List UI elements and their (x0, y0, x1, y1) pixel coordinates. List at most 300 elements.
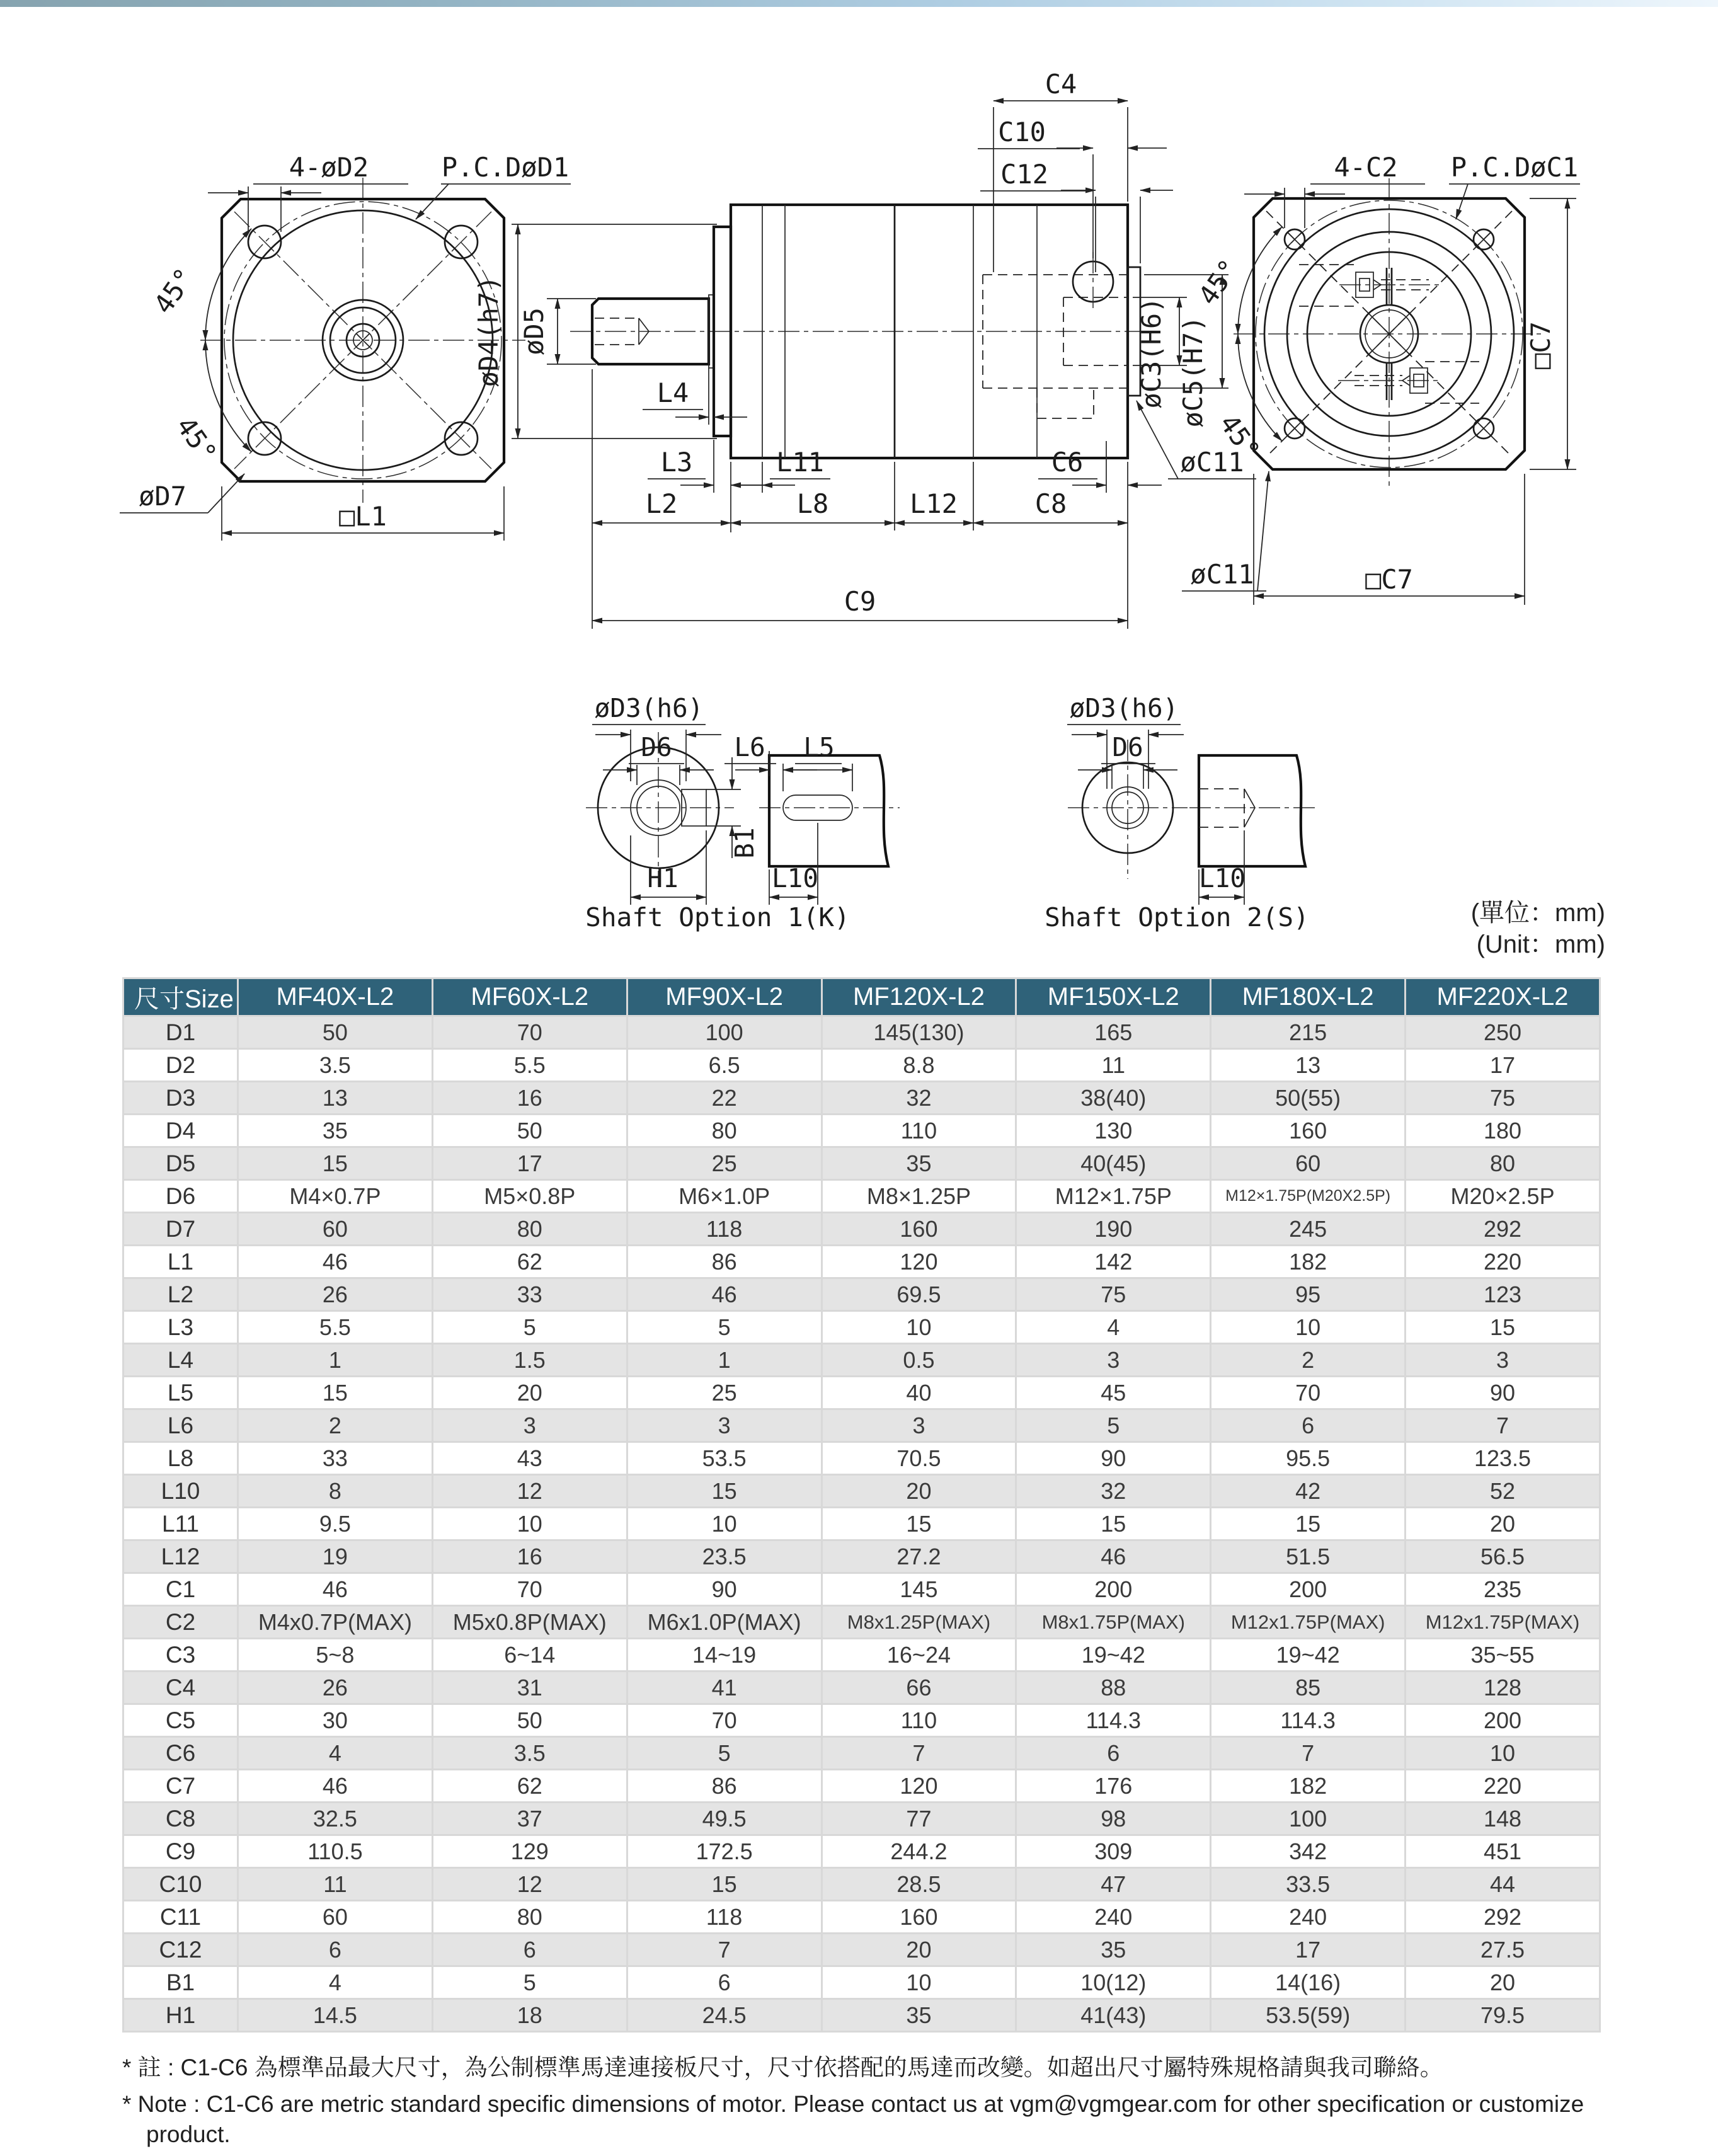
dim-value-cell: 244.2 (823, 1836, 1016, 1867)
side-l2-label: L2 (645, 488, 678, 519)
dim-value-cell: M12×1.75P(M20X2.5P) (1211, 1181, 1404, 1212)
dim-value-cell: 98 (1017, 1803, 1210, 1834)
dim-value-cell: 160 (823, 1901, 1016, 1932)
dim-value-cell: 51.5 (1211, 1541, 1404, 1572)
table-row (124, 1705, 1599, 1736)
dim-value-cell: 90 (628, 1574, 821, 1605)
table-row (124, 1508, 1599, 1539)
dim-value-cell: 88 (1017, 1672, 1210, 1703)
dim-label-cell: L8 (124, 1443, 237, 1474)
dim-value-cell: 129 (433, 1836, 626, 1867)
dim-value-cell: 14.5 (239, 2000, 432, 2031)
dim-value-cell: M20×2.5P (1406, 1181, 1599, 1212)
dim-value-cell: 12 (433, 1476, 626, 1506)
dim-value-cell: M5x0.8P(MAX) (433, 1607, 626, 1637)
dim-value-cell: 17 (433, 1148, 626, 1179)
dim-value-cell: 14~19 (628, 1639, 821, 1670)
dim-label-cell: C1 (124, 1574, 237, 1605)
side-c3-label: øC3(H6) (1136, 297, 1167, 409)
dim-value-cell: 10 (823, 1967, 1016, 1998)
dim-value-cell: 95 (1211, 1279, 1404, 1310)
dim-value-cell: 110 (823, 1705, 1016, 1736)
dim-value-cell: 10 (433, 1508, 626, 1539)
dim-value-cell: 50 (433, 1705, 626, 1736)
model-column-header: MF220X-L2 (1406, 979, 1599, 1015)
model-column-header: MF90X-L2 (628, 979, 821, 1015)
dim-value-cell: 100 (1211, 1803, 1404, 1834)
dim-value-cell: 7 (823, 1738, 1016, 1769)
model-column-header: MF120X-L2 (823, 979, 1016, 1015)
dim-value-cell: 20 (1406, 1967, 1599, 1998)
dim-value-cell: 200 (1406, 1705, 1599, 1736)
dim-value-cell: 19~42 (1017, 1639, 1210, 1670)
dim-value-cell: 2 (1211, 1345, 1404, 1375)
table-row (124, 1574, 1599, 1605)
dim-value-cell: 128 (1406, 1672, 1599, 1703)
dim-value-cell: 145 (823, 1574, 1016, 1605)
rear-square-side-label: □C7 (1525, 321, 1556, 369)
dim-value-cell: 160 (1211, 1115, 1404, 1146)
dim-value-cell: 3 (628, 1410, 821, 1441)
rear-bolt-holes-label: 4-C2 (1334, 152, 1398, 183)
dim-value-cell: 6 (1017, 1738, 1210, 1769)
dim-value-cell: 110.5 (239, 1836, 432, 1867)
dim-value-cell: 80 (433, 1901, 626, 1932)
table-row (124, 1901, 1599, 1932)
dim-value-cell: 25 (628, 1148, 821, 1179)
dim-value-cell: 3 (433, 1410, 626, 1441)
unit-notes (122, 897, 1605, 960)
dim-label-cell: D1 (124, 1017, 237, 1048)
dim-value-cell: 80 (628, 1115, 821, 1146)
front-angle-label: 45° (147, 262, 200, 319)
table-row (124, 1345, 1599, 1375)
dim-label-cell: C12 (124, 1934, 237, 1965)
dim-value-cell: 20 (433, 1377, 626, 1408)
unit-note-en: (Unit：mm) (1476, 931, 1605, 958)
dim-value-cell: 123.5 (1406, 1443, 1599, 1474)
dim-value-cell: M12x1.75P(MAX) (1406, 1607, 1599, 1637)
dim-label-cell: L12 (124, 1541, 237, 1572)
dim-value-cell: 20 (823, 1934, 1016, 1965)
dim-value-cell: 27.5 (1406, 1934, 1599, 1965)
dim-value-cell: 240 (1211, 1901, 1404, 1932)
dim-label-cell: C11 (124, 1901, 237, 1932)
dim-value-cell: 16 (433, 1082, 626, 1113)
dim-value-cell: 30 (239, 1705, 432, 1736)
dim-value-cell: 1 (628, 1345, 821, 1375)
table-row (124, 1738, 1599, 1769)
dim-value-cell: 123 (1406, 1279, 1599, 1310)
dim-value-cell: 46 (239, 1770, 432, 1801)
dim-value-cell: M5×0.8P (433, 1181, 626, 1212)
dim-value-cell: 14(16) (1211, 1967, 1404, 1998)
footnotes (122, 2053, 1634, 2156)
table-row (124, 1836, 1599, 1867)
dim-value-cell: 75 (1406, 1082, 1599, 1113)
dim-value-cell: 15 (1406, 1312, 1599, 1343)
side-c4-label: C4 (1045, 69, 1077, 100)
dim-value-cell: 33.5 (1211, 1869, 1404, 1900)
dim-value-cell: 26 (239, 1672, 432, 1703)
dim-value-cell: 8.8 (823, 1050, 1016, 1081)
dim-value-cell: 79.5 (1406, 2000, 1599, 2031)
dim-value-cell: 245 (1211, 1213, 1404, 1244)
rear-pcd-label: P.C.DøC1 (1450, 152, 1579, 183)
dim-value-cell: 114.3 (1211, 1705, 1404, 1736)
side-l4-label: L4 (656, 377, 689, 408)
dim-value-cell: 7 (1406, 1410, 1599, 1441)
dim-value-cell: 5.5 (433, 1050, 626, 1081)
dim-value-cell: 5 (433, 1967, 626, 1998)
dim-value-cell: 60 (239, 1213, 432, 1244)
table-row (124, 1934, 1599, 1965)
front-square-width-label: □L1 (339, 501, 387, 532)
dim-label-cell: C4 (124, 1672, 237, 1703)
shaft1-l6-label: L6 (734, 732, 765, 762)
table-row (124, 1082, 1599, 1113)
dim-value-cell: 3.5 (433, 1738, 626, 1769)
dim-value-cell: 4 (239, 1967, 432, 1998)
dim-value-cell: M12x1.75P(MAX) (1211, 1607, 1404, 1637)
dim-label-cell: C6 (124, 1738, 237, 1769)
dim-value-cell: M4×0.7P (239, 1181, 432, 1212)
side-c8-label: C8 (1034, 488, 1067, 519)
side-c6-label: C6 (1051, 447, 1084, 478)
dim-value-cell: 13 (1211, 1050, 1404, 1081)
table-row (124, 2000, 1599, 2031)
dim-label-cell: D6 (124, 1181, 237, 1212)
dim-value-cell: 451 (1406, 1836, 1599, 1867)
table-row (124, 1476, 1599, 1506)
dim-value-cell: 145(130) (823, 1017, 1016, 1048)
shaft1-l10-label: L10 (771, 863, 819, 893)
dim-value-cell: 8 (239, 1476, 432, 1506)
dim-value-cell: 23.5 (628, 1541, 821, 1572)
dim-label-cell: D4 (124, 1115, 237, 1146)
dimension-table-header-row (124, 979, 1599, 1015)
dim-value-cell: M6×1.0P (628, 1181, 821, 1212)
dim-value-cell: 148 (1406, 1803, 1599, 1834)
front-bolt-holes-label: 4-øD2 (289, 152, 369, 183)
dim-value-cell: 292 (1406, 1901, 1599, 1932)
dim-value-cell: 250 (1406, 1017, 1599, 1048)
dimension-drawings (0, 0, 1718, 970)
dim-value-cell: 35 (1017, 1934, 1210, 1965)
dim-label-cell: L10 (124, 1476, 237, 1506)
dim-value-cell: 13 (239, 1082, 432, 1113)
dim-value-cell: 180 (1406, 1115, 1599, 1146)
dim-value-cell: 17 (1211, 1934, 1404, 1965)
dim-value-cell: 15 (1017, 1508, 1210, 1539)
table-row (124, 1967, 1599, 1998)
shaft-option-1 (585, 693, 900, 932)
dim-value-cell: 172.5 (628, 1836, 821, 1867)
dim-value-cell: 60 (1211, 1148, 1404, 1179)
size-column-header: 尺寸Size (124, 979, 237, 1015)
dim-label-cell: C10 (124, 1869, 237, 1900)
dim-value-cell: 16 (433, 1541, 626, 1572)
table-row (124, 1541, 1599, 1572)
dim-value-cell: 33 (433, 1279, 626, 1310)
rear-square-bottom-label: □C7 (1365, 564, 1413, 595)
dim-value-cell: 100 (628, 1017, 821, 1048)
dim-value-cell: 20 (1406, 1508, 1599, 1539)
dim-value-cell: 80 (433, 1213, 626, 1244)
dim-label-cell: D2 (124, 1050, 237, 1081)
model-column-header: MF60X-L2 (433, 979, 626, 1015)
table-row (124, 1050, 1599, 1081)
dim-label-cell: C3 (124, 1639, 237, 1670)
dim-value-cell: 7 (628, 1934, 821, 1965)
dim-label-cell: L2 (124, 1279, 237, 1310)
dim-value-cell: 0.5 (823, 1345, 1016, 1375)
dim-value-cell: 16~24 (823, 1639, 1016, 1670)
dim-value-cell: 4 (239, 1738, 432, 1769)
dim-value-cell: 342 (1211, 1836, 1404, 1867)
dim-value-cell: M4x0.7P(MAX) (239, 1607, 432, 1637)
table-row (124, 1213, 1599, 1244)
dim-value-cell: 40 (823, 1377, 1016, 1408)
dim-value-cell: 90 (1017, 1443, 1210, 1474)
dim-value-cell: 26 (239, 1279, 432, 1310)
shaft1-l5-label: L5 (803, 732, 835, 762)
dim-label-cell: D7 (124, 1213, 237, 1244)
side-l8-label: L8 (796, 488, 829, 519)
dim-value-cell: 95.5 (1211, 1443, 1404, 1474)
dim-value-cell: 17 (1406, 1050, 1599, 1081)
dim-value-cell: 32.5 (239, 1803, 432, 1834)
dim-value-cell: 110 (823, 1115, 1016, 1146)
dim-value-cell: 80 (1406, 1148, 1599, 1179)
table-row (124, 1377, 1599, 1408)
dim-value-cell: 142 (1017, 1246, 1210, 1277)
dim-value-cell: M12×1.75P (1017, 1181, 1210, 1212)
dim-value-cell: 77 (823, 1803, 1016, 1834)
shaft-option-1-caption: Shaft Option 1(K) (585, 902, 850, 932)
side-c9-label: C9 (844, 586, 876, 617)
dim-value-cell: 32 (1017, 1476, 1210, 1506)
table-row (124, 1181, 1599, 1212)
dim-value-cell: 25 (628, 1377, 821, 1408)
dim-label-cell: B1 (124, 1967, 237, 1998)
model-column-header: MF180X-L2 (1211, 979, 1404, 1015)
dim-value-cell: 5~8 (239, 1639, 432, 1670)
shaft-option-2-caption: Shaft Option 2(S) (1045, 902, 1309, 932)
rear-view (1182, 152, 1580, 605)
dim-label-cell: C7 (124, 1770, 237, 1801)
dim-value-cell: 35~55 (1406, 1639, 1599, 1670)
dim-label-cell: D5 (124, 1148, 237, 1179)
dim-value-cell: 41(43) (1017, 2000, 1210, 2031)
dimension-table-body (124, 1017, 1599, 2031)
dim-label-cell: L1 (124, 1246, 237, 1277)
dim-label-cell: D3 (124, 1082, 237, 1113)
dim-value-cell: 2 (239, 1410, 432, 1441)
dim-value-cell: 35 (239, 1115, 432, 1146)
dim-value-cell: 6 (628, 1967, 821, 1998)
dim-value-cell: 50(55) (1211, 1082, 1404, 1113)
dim-value-cell: 9.5 (239, 1508, 432, 1539)
dim-value-cell: 44 (1406, 1869, 1599, 1900)
dim-value-cell: 3 (823, 1410, 1016, 1441)
side-c11-label: øC11 (1180, 447, 1244, 478)
front-outer-dia-label: øD7 (139, 481, 186, 512)
dim-value-cell: 120 (823, 1770, 1016, 1801)
side-c10-label: C10 (998, 117, 1046, 147)
dim-value-cell: 118 (628, 1213, 821, 1244)
dim-value-cell: 70 (628, 1705, 821, 1736)
dim-value-cell: 292 (1406, 1213, 1599, 1244)
footnote-zh: * 註 : C1-C6 為標準品最大尺寸，為公制標準馬達連接板尺寸，尺寸依搭配的馬達而改變。如超出尺寸屬特殊規格請與我司聯絡。 (122, 2055, 1443, 2080)
dimension-table (122, 977, 1601, 2033)
dim-value-cell: 15 (1211, 1508, 1404, 1539)
dim-value-cell: 69.5 (823, 1279, 1016, 1310)
dim-value-cell: 3 (1017, 1345, 1210, 1375)
dim-value-cell: 70 (433, 1017, 626, 1048)
dim-value-cell: 5 (628, 1312, 821, 1343)
dim-value-cell: 5 (433, 1312, 626, 1343)
model-column-header: MF150X-L2 (1017, 979, 1210, 1015)
footnote-en: * Note : C1-C6 are metric standard specific dimensions of motor. Please contact us at vgm@vgmgear.com for other specification or customize product. (122, 2091, 1584, 2147)
dim-value-cell: 1 (239, 1345, 432, 1375)
table-row (124, 1246, 1599, 1277)
shaft2-l10-label: L10 (1198, 863, 1246, 893)
dim-value-cell: 4 (1017, 1312, 1210, 1343)
dim-value-cell: 309 (1017, 1836, 1210, 1867)
model-column-header: MF40X-L2 (239, 979, 432, 1015)
dim-value-cell: 235 (1406, 1574, 1599, 1605)
dim-value-cell: 52 (1406, 1476, 1599, 1506)
dim-value-cell: 46 (628, 1279, 821, 1310)
dim-value-cell: 22 (628, 1082, 821, 1113)
dim-value-cell: 46 (1017, 1541, 1210, 1572)
shaft1-d6-label: D6 (641, 732, 672, 762)
dim-value-cell: 19 (239, 1541, 432, 1572)
dim-value-cell: 15 (823, 1508, 1016, 1539)
dim-value-cell: 1.5 (433, 1345, 626, 1375)
dim-value-cell: 114.3 (1017, 1705, 1210, 1736)
dim-value-cell: 28.5 (823, 1869, 1016, 1900)
dim-value-cell: 6 (1211, 1410, 1404, 1441)
dim-value-cell: 42 (1211, 1476, 1404, 1506)
dim-value-cell: 43 (433, 1443, 626, 1474)
dim-value-cell: 11 (1017, 1050, 1210, 1081)
dim-value-cell: M8×1.25P (823, 1181, 1016, 1212)
front-pcd-label: P.C.DøD1 (441, 152, 570, 183)
rear-angle-label: 45° (1213, 408, 1266, 466)
dim-value-cell: 50 (433, 1115, 626, 1146)
dim-value-cell: 15 (239, 1377, 432, 1408)
dim-value-cell: 19~42 (1211, 1639, 1404, 1670)
dim-value-cell: 176 (1017, 1770, 1210, 1801)
dim-label-cell: L6 (124, 1410, 237, 1441)
dim-value-cell: 200 (1017, 1574, 1210, 1605)
dim-value-cell: 56.5 (1406, 1541, 1599, 1572)
dim-value-cell: 33 (239, 1443, 432, 1474)
dim-value-cell: M8x1.25P(MAX) (823, 1607, 1016, 1637)
dim-label-cell: L3 (124, 1312, 237, 1343)
dim-value-cell: 41 (628, 1672, 821, 1703)
dim-value-cell: 46 (239, 1574, 432, 1605)
table-row (124, 1803, 1599, 1834)
dim-label-cell: C2 (124, 1607, 237, 1637)
table-row (124, 1607, 1599, 1637)
dim-value-cell: 45 (1017, 1377, 1210, 1408)
dim-value-cell: 18 (433, 2000, 626, 2031)
dim-value-cell: 85 (1211, 1672, 1404, 1703)
table-row (124, 1017, 1599, 1048)
dim-value-cell: 53.5(59) (1211, 2000, 1404, 2031)
dim-value-cell: 165 (1017, 1017, 1210, 1048)
dim-value-cell: 15 (628, 1869, 821, 1900)
dim-value-cell: 10 (1406, 1738, 1599, 1769)
shaft1-b1-label: B1 (730, 827, 760, 859)
dim-value-cell: 10 (1211, 1312, 1404, 1343)
dim-value-cell: 31 (433, 1672, 626, 1703)
dim-value-cell: 220 (1406, 1246, 1599, 1277)
dim-value-cell: M6x1.0P(MAX) (628, 1607, 821, 1637)
side-pilot-dia-label: øD4(h7) (473, 275, 504, 387)
side-view (473, 69, 1256, 629)
table-row (124, 1770, 1599, 1801)
dim-value-cell: 182 (1211, 1770, 1404, 1801)
dim-value-cell: 62 (433, 1770, 626, 1801)
dim-value-cell: 62 (433, 1246, 626, 1277)
shaft1-d3-label: øD3(h6) (594, 693, 704, 723)
unit-note-zh: (單位：mm) (1470, 899, 1605, 927)
dim-value-cell: 10(12) (1017, 1967, 1210, 1998)
dim-value-cell: 120 (823, 1246, 1016, 1277)
dim-value-cell: 200 (1211, 1574, 1404, 1605)
dim-value-cell: 160 (823, 1213, 1016, 1244)
front-angle-label: 45° (170, 411, 223, 468)
dim-value-cell: 27.2 (823, 1541, 1016, 1572)
dim-value-cell: 86 (628, 1246, 821, 1277)
dim-value-cell: 5 (1017, 1410, 1210, 1441)
dim-value-cell: 75 (1017, 1279, 1210, 1310)
dim-value-cell: 220 (1406, 1770, 1599, 1801)
dim-label-cell: C5 (124, 1705, 237, 1736)
dim-label-cell: H1 (124, 2000, 237, 2031)
side-shaft-dia-label: øD5 (518, 307, 549, 355)
dim-value-cell: 15 (239, 1148, 432, 1179)
dim-value-cell: 130 (1017, 1115, 1210, 1146)
table-row (124, 1443, 1599, 1474)
dim-value-cell: 70 (1211, 1377, 1404, 1408)
dim-value-cell: 70 (433, 1574, 626, 1605)
dim-value-cell: 90 (1406, 1377, 1599, 1408)
dim-value-cell: M8x1.75P(MAX) (1017, 1607, 1210, 1637)
dim-value-cell: 47 (1017, 1869, 1210, 1900)
shaft-option-2 (1045, 693, 1318, 932)
dim-label-cell: C9 (124, 1836, 237, 1867)
dim-value-cell: 46 (239, 1246, 432, 1277)
dim-value-cell: 37 (433, 1803, 626, 1834)
dim-value-cell: 7 (1211, 1738, 1404, 1769)
side-c12-label: C12 (1000, 159, 1048, 190)
dim-value-cell: 32 (823, 1082, 1016, 1113)
dim-value-cell: 5 (628, 1738, 821, 1769)
dim-value-cell: 60 (239, 1901, 432, 1932)
table-row (124, 1148, 1599, 1179)
dim-value-cell: 20 (823, 1476, 1016, 1506)
dim-value-cell: 86 (628, 1770, 821, 1801)
shaft1-h1-label: H1 (647, 863, 679, 893)
dim-value-cell: 6 (239, 1934, 432, 1965)
dim-value-cell: 15 (628, 1476, 821, 1506)
dim-label-cell: L4 (124, 1345, 237, 1375)
